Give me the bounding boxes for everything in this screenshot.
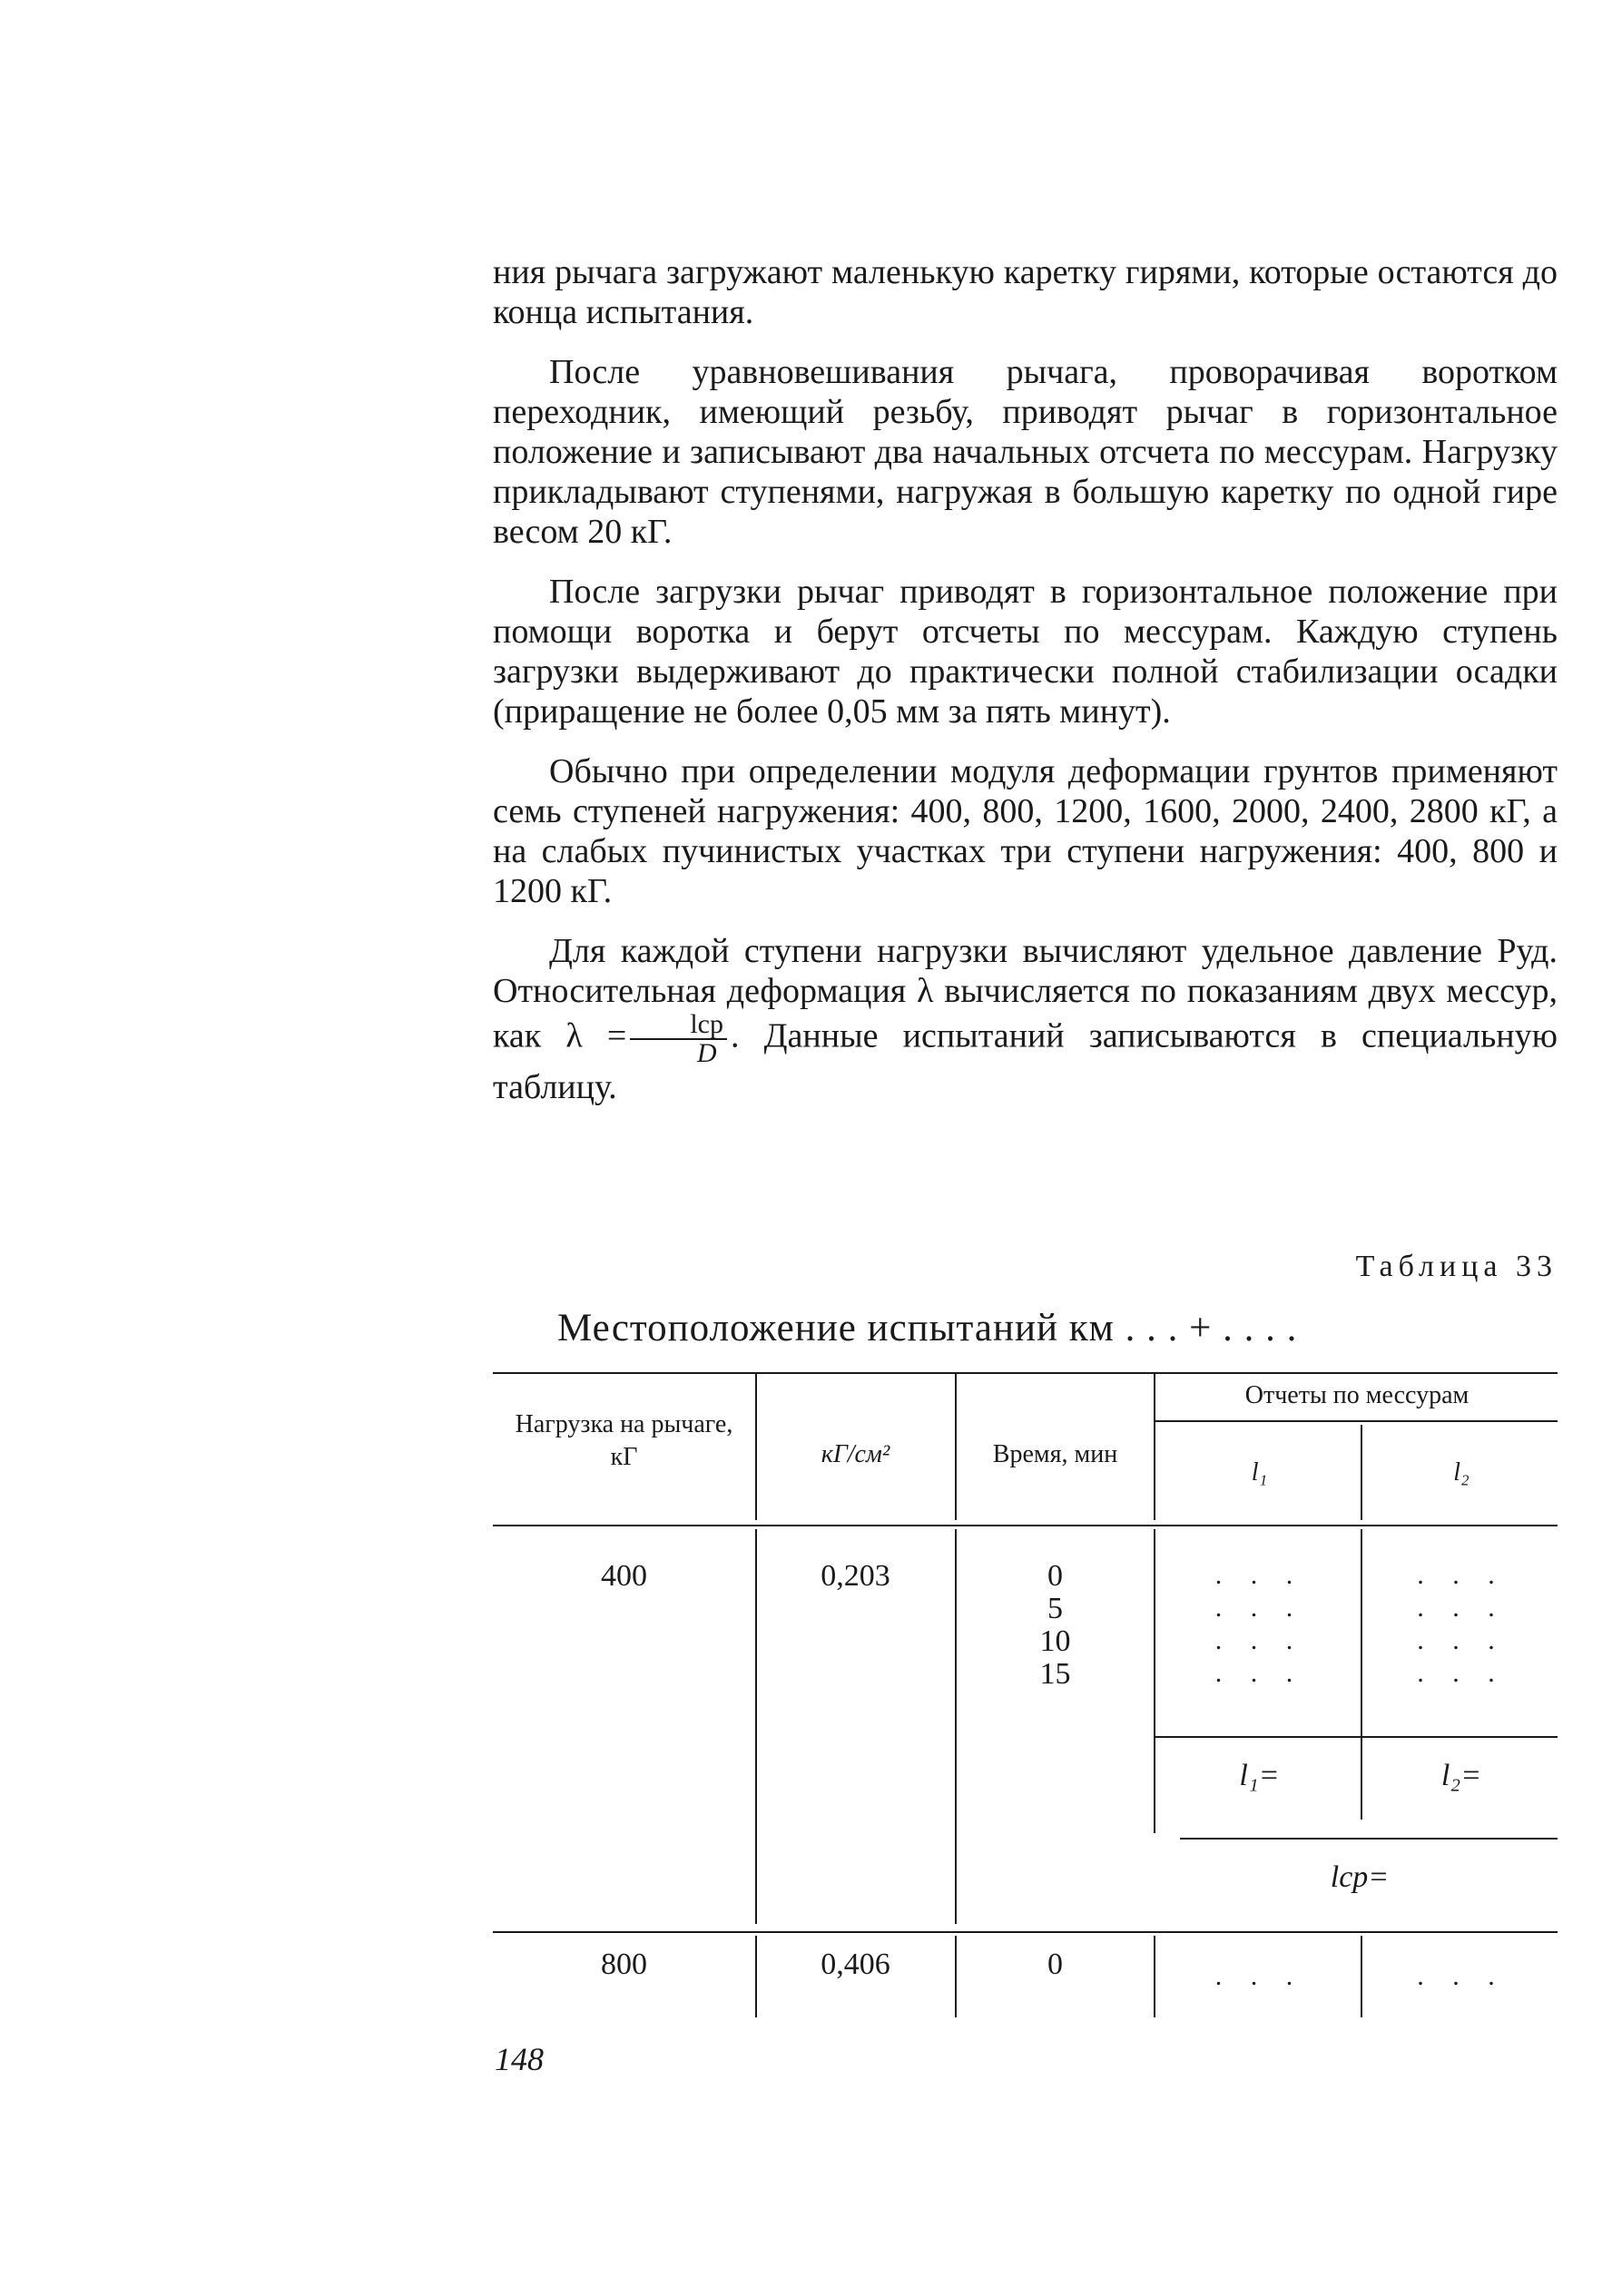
table-caption: Таблица 33 (1355, 1250, 1558, 1283)
header-l1: l₁ (1251, 1458, 1268, 1487)
row1-l1-dots-3: . . . (1214, 1658, 1304, 1688)
header-bottom-rule (493, 1525, 1558, 1526)
paragraph-3: После загрузки рычаг приводят в горизонтальное положение при помощи воротка и берут отсчеты по мессурам. Каждую ступень загрузки выдерживают до практически полной стабилизации осадки (приращение не более 0,05 мм за пять минут). (493, 573, 1558, 731)
paragraph-5-part2: . Данные испытаний записываются в специальную таблицу. (493, 1016, 1558, 1106)
col-rule-4-header (1361, 1425, 1362, 1520)
col-rule-1-header (755, 1372, 757, 1520)
col-rule-4-row2 (1361, 1936, 1362, 2017)
row1-l2-dots-2: . . . (1417, 1625, 1506, 1655)
col-rule-2-row1 (955, 1529, 957, 1924)
row1-l1-sum: l₁= (1239, 1759, 1280, 1792)
paragraph-4: Обычно при определении модуля деформации грунтов применяют семь ступеней нагружения: 400, 800, 1200, 1600, 2000, 2400, 2800 кГ, а на слабых пучинистых участках три ступени нагружения: 400, 800 и 1200 кГ. (493, 752, 1558, 910)
header-time: Время, мин (992, 1440, 1118, 1468)
row2-pressure: 0,406 (821, 1948, 890, 1981)
row2-load: 800 (601, 1948, 647, 1981)
row1-l2-dots-0: . . . (1417, 1560, 1506, 1590)
col-rule-2-header (955, 1372, 957, 1520)
table-title: Местоположение испытаний км . . . + . . . . (557, 1307, 1298, 1349)
row1-l1-dots-2: . . . (1214, 1625, 1304, 1655)
row1-avg-rule (1180, 1838, 1558, 1840)
row1-l2-sum: l₂= (1440, 1759, 1482, 1792)
col-rule-3-row1 (1154, 1529, 1155, 1833)
row1-l1-dots-0: . . . (1214, 1560, 1304, 1590)
paragraph-5 (493, 931, 1558, 1107)
col-rule-1-row1 (755, 1529, 757, 1924)
paragraph-5-part1: Для каждой ступени нагрузки вычисляют удельное давление Pуд. Относительная деформация λ вычисляется по показаниям двух мессур, как λ = (493, 932, 1558, 1055)
paragraph-1: ния рычага загружают маленькую каретку гирями, которые остаются до конца испытания. (493, 253, 1558, 331)
page-number: 148 (495, 2041, 544, 2077)
row1-lavg: lср= (1330, 1860, 1390, 1894)
header-readings: Отчеты по мессурам (1244, 1381, 1469, 1409)
col-rule-4-row1 (1361, 1529, 1362, 1820)
header-l2: l₂ (1453, 1458, 1469, 1487)
row2-l1-dots: . . . (1214, 1961, 1304, 1991)
row1-time-2: 10 (1039, 1624, 1071, 1658)
row1-load: 400 (601, 1559, 647, 1593)
col-rule-3-header (1154, 1372, 1155, 1520)
fraction-denominator: D (696, 1038, 717, 1068)
row1-l2-dots-1: . . . (1417, 1593, 1506, 1623)
readings-header-rule (1154, 1420, 1558, 1422)
col-rule-1-row2 (755, 1936, 757, 2017)
row1-pressure: 0,203 (821, 1559, 890, 1593)
row-divider-rule (493, 1931, 1558, 1933)
paragraph-2: После уравновешивания рычага, проворачивая воротком переходник, имеющий резьбу, приводят рычаг в горизонтальное положение и записывают два начальных отсчета по мессурам. Нагрузку прикладывают ступенями, нагружая в большую каретку по одной гире весом 20 кГ. (493, 353, 1558, 551)
body-text (493, 252, 1558, 1107)
row1-l1-dots-1: . . . (1214, 1593, 1304, 1623)
row1-time-0: 0 (1047, 1559, 1063, 1593)
table-top-rule (493, 1372, 1558, 1374)
col-rule-3-row2 (1154, 1936, 1155, 2017)
row2-time-0: 0 (1047, 1948, 1063, 1981)
fraction (630, 1011, 727, 1067)
row1-time-3: 15 (1039, 1657, 1071, 1691)
row1-l2-dots-3: . . . (1417, 1658, 1506, 1688)
row1-time-1: 5 (1047, 1592, 1063, 1625)
header-load: Нагрузка на рычаге, кГ (515, 1410, 733, 1471)
header-pressure: кГ/см² (821, 1440, 890, 1468)
row1-sum-rule (1154, 1736, 1558, 1738)
fraction-numerator: lср (630, 1011, 727, 1040)
col-rule-2-row2 (955, 1936, 957, 2017)
row2-l2-dots: . . . (1417, 1961, 1506, 1991)
